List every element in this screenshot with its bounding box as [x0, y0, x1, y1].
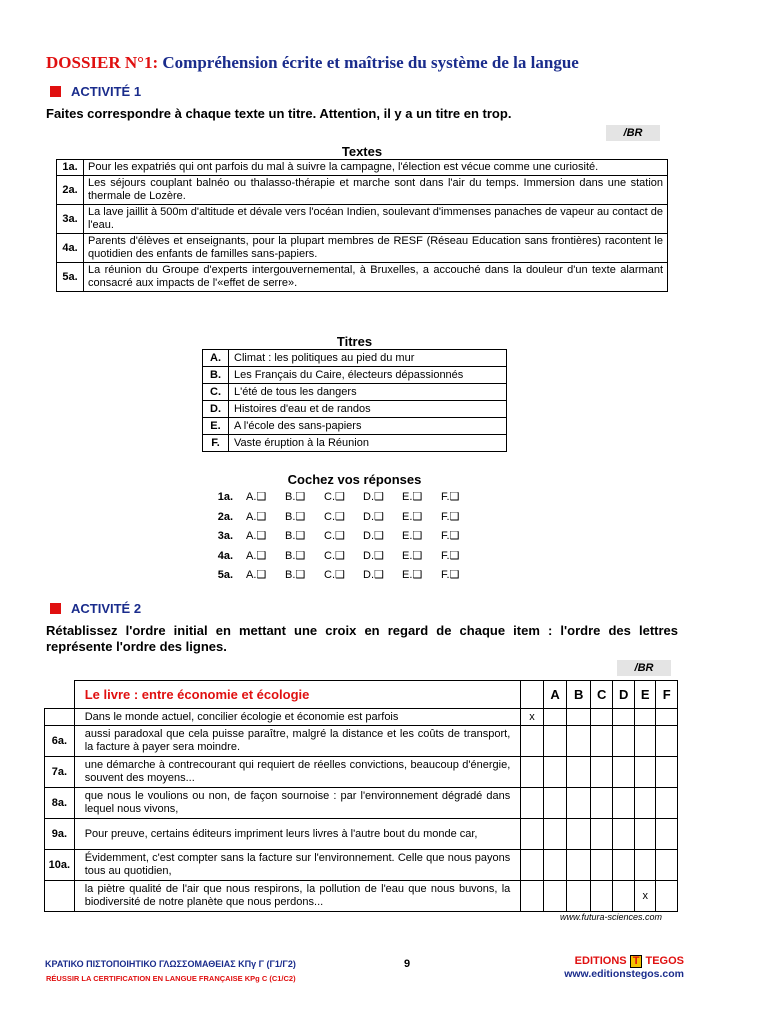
order-cross-mark[interactable]: x	[634, 881, 656, 912]
order-check-cell[interactable]	[613, 726, 635, 757]
order-check-cell[interactable]	[590, 819, 613, 850]
order-check-cell[interactable]	[634, 757, 656, 788]
source-credit: www.futura-sciences.com	[560, 912, 663, 922]
answer-checkbox[interactable]: F.❑	[441, 549, 460, 562]
order-check-cell[interactable]	[590, 709, 613, 726]
texte-content: Les séjours couplant balnéo ou thalasso-thérapie et marche sont dans l'air du temps. Immersion dans une station thermale de Lozère.	[84, 176, 668, 205]
publisher-website: www.editionstegos.com	[564, 968, 684, 980]
titres-caption: Titres	[336, 334, 373, 349]
texte-number: 2a.	[57, 176, 84, 205]
answer-checkbox[interactable]: D.❑	[363, 491, 384, 503]
titres-table	[202, 349, 507, 452]
order-row-number: 8a.	[45, 788, 75, 819]
order-row-number: 9a.	[45, 819, 75, 850]
order-letter-header: D	[613, 681, 635, 709]
texte-number: 1a.	[57, 160, 84, 176]
answer-checkbox[interactable]: C.❑	[324, 491, 345, 503]
texte-content: La lave jaillit à 500m d'altitude et dévale vers l'océan Indien, soulevant d'immenses panaches de vapeur au contact de l'eau.	[84, 205, 668, 234]
answer-checkbox[interactable]: B.❑	[285, 569, 306, 581]
order-check-cell[interactable]	[656, 757, 678, 788]
order-check-cell[interactable]	[590, 881, 613, 912]
order-check-cell[interactable]	[613, 757, 635, 788]
answer-checkbox[interactable]: F.❑	[441, 569, 460, 581]
answer-checkbox[interactable]: E.❑	[402, 549, 423, 562]
order-check-cell[interactable]	[613, 819, 635, 850]
answer-checkbox[interactable]: D.❑	[363, 569, 384, 581]
order-check-cell[interactable]	[590, 850, 613, 881]
order-check-cell[interactable]	[521, 757, 544, 788]
order-row-number: 7a.	[45, 757, 75, 788]
titre-row	[203, 367, 507, 384]
answer-checkbox[interactable]: A.❑	[246, 491, 267, 503]
order-check-cell[interactable]	[567, 709, 591, 726]
titre-letter: B.	[203, 367, 229, 384]
order-check-cell[interactable]	[590, 788, 613, 819]
order-check-cell[interactable]	[567, 757, 591, 788]
order-check-cell[interactable]	[656, 850, 678, 881]
order-row-text: Dans le monde actuel, concilier écologie et économie est parfois	[74, 709, 521, 726]
texte-number: 5a.	[57, 263, 84, 292]
order-check-cell[interactable]	[634, 726, 656, 757]
order-check-cell[interactable]	[543, 757, 567, 788]
order-row-text: la piètre qualité de l'air que nous respirons, la pollution de l'eau que nous buvons, la biodiversité de notre planète que nous perdons...	[74, 881, 521, 912]
order-check-cell[interactable]	[634, 788, 656, 819]
answer-checkbox[interactable]: F.❑	[441, 510, 460, 523]
order-cross-mark[interactable]: x	[521, 709, 544, 726]
titre-text: Histoires d'eau et de randos	[229, 401, 507, 418]
titre-text: Vaste éruption à la Réunion	[229, 435, 507, 452]
textes-table	[56, 159, 668, 292]
order-check-cell[interactable]	[543, 850, 567, 881]
answer-checkbox[interactable]: B.❑	[285, 510, 306, 523]
order-row	[45, 757, 678, 788]
texte-row	[57, 263, 668, 292]
texte-number: 3a.	[57, 205, 84, 234]
order-row-text: Pour preuve, certains éditeurs impriment leurs livres à l'autre bout du monde car,	[74, 819, 521, 850]
titre-letter: F.	[203, 435, 229, 452]
answer-checkbox[interactable]: B.❑	[285, 491, 306, 503]
titre-row	[203, 418, 507, 435]
order-letter-header: F	[656, 681, 678, 709]
order-check-cell[interactable]	[567, 788, 591, 819]
red-square-icon	[50, 86, 61, 97]
order-row	[45, 850, 678, 881]
titre-text: Les Français du Caire, électeurs dépassionnés	[229, 367, 507, 384]
order-check-cell[interactable]	[567, 881, 591, 912]
order-check-cell[interactable]	[656, 709, 678, 726]
order-row-text: aussi paradoxal que cela puisse paraître, malgré la distance et les coûts de transport, la facture à payer sera moindre.	[74, 726, 521, 757]
order-row-number	[45, 709, 75, 726]
answer-row	[201, 488, 480, 508]
page-number: 9	[404, 958, 411, 970]
answer-checkbox[interactable]: C.❑	[324, 569, 345, 581]
order-table	[44, 680, 678, 912]
texte-content: Pour les expatriés qui ont parfois du mal à suivre la campagne, l'élection est vécue comme une curiosité.	[84, 160, 668, 176]
texte-row	[57, 160, 668, 176]
order-check-cell[interactable]	[521, 881, 544, 912]
dossier-number: DOSSIER N°1:	[46, 53, 159, 72]
order-check-cell[interactable]	[543, 788, 567, 819]
order-check-cell[interactable]	[613, 788, 635, 819]
order-check-cell[interactable]	[543, 881, 567, 912]
activity-2-instruction: Rétablissez l'ordre initial en mettant une croix en regard de chaque item : l'ordre des lettres représente l'ordre des lignes.	[46, 623, 678, 654]
order-check-cell[interactable]	[634, 819, 656, 850]
order-row-number: 10a.	[45, 850, 75, 881]
activity-1-label: ACTIVITÉ 1	[50, 84, 141, 99]
texte-row	[57, 234, 668, 263]
order-check-cell[interactable]	[521, 850, 544, 881]
order-table-title: Le livre : entre économie et écologie	[74, 681, 521, 709]
order-check-cell[interactable]	[567, 819, 591, 850]
answers-grid	[201, 488, 480, 586]
answer-checkbox[interactable]: C.❑	[324, 549, 345, 562]
answer-checkbox[interactable]: E.❑	[402, 491, 423, 503]
answer-checkbox[interactable]: D.❑	[363, 549, 384, 562]
dossier-heading	[46, 53, 579, 73]
order-row-text: que nous le voulions ou non, de façon sournoise : par l'environnement dégradé dans lequel nous vivons,	[74, 788, 521, 819]
answer-checkbox[interactable]: D.❑	[363, 510, 384, 523]
order-check-cell[interactable]	[634, 850, 656, 881]
titre-row	[203, 350, 507, 367]
answer-row-label: 4a.	[217, 549, 233, 562]
answer-row-label: 3a.	[217, 530, 233, 542]
answer-checkbox[interactable]: E.❑	[402, 510, 423, 523]
texte-content: Parents d'élèves et enseignants, pour la plupart membres de RESF (Réseau Education sans frontières) racontent le quotidien des enfants de familles sans-papiers.	[84, 234, 668, 263]
answer-row-label: 2a.	[217, 510, 233, 523]
answer-checkbox[interactable]: E.❑	[402, 569, 423, 581]
order-check-cell[interactable]	[590, 726, 613, 757]
texte-number: 4a.	[57, 234, 84, 263]
titre-row	[203, 384, 507, 401]
activity-2-score-box: /BR	[617, 660, 671, 676]
answer-checkbox[interactable]: D.❑	[363, 530, 384, 542]
order-check-cell[interactable]	[656, 819, 678, 850]
order-row-text: une démarche à contrecourant qui requiert de réelles convictions, beaucoup d'énergie, souvent des moyens...	[74, 757, 521, 788]
answer-checkbox[interactable]: A.❑	[246, 530, 267, 542]
order-row	[45, 881, 678, 912]
order-check-cell[interactable]	[613, 850, 635, 881]
order-letter-header: B	[567, 681, 591, 709]
order-check-cell[interactable]	[613, 881, 635, 912]
order-check-cell[interactable]	[567, 850, 591, 881]
activity-1-instruction: Faites correspondre à chaque texte un titre. Attention, il y a un titre en trop.	[46, 106, 512, 121]
answer-checkbox[interactable]: A.❑	[246, 549, 267, 562]
order-row	[45, 726, 678, 757]
order-check-cell[interactable]	[521, 726, 544, 757]
order-letter-header: C	[590, 681, 613, 709]
order-header-row	[45, 681, 678, 709]
titre-text: L'été de tous les dangers	[229, 384, 507, 401]
answer-row	[201, 527, 480, 547]
order-row-text: Évidemment, c'est compter sans la facture sur l'environnement. Celle que nous payons tous au quotidien,	[74, 850, 521, 881]
order-check-cell[interactable]	[521, 788, 544, 819]
answer-row	[201, 547, 480, 567]
order-check-cell[interactable]	[543, 819, 567, 850]
footer-greek-title: ΚΡΑΤΙΚΟ ΠΙΣΤΟΠΟΙΗΤΙΚΟ ΓΛΩΣΣΟΜΑΘΕΙΑΣ ΚΠγ Γ (Γ1/Γ2)	[45, 959, 296, 969]
order-check-cell[interactable]	[634, 709, 656, 726]
titre-letter: D.	[203, 401, 229, 418]
order-check-cell[interactable]	[656, 788, 678, 819]
answer-row	[201, 566, 480, 586]
texte-content: La réunion du Groupe d'experts intergouvernemental, à Bruxelles, a accouché dans la douleur d'un texte alarmant consacré aux impacts de l'«effet de serre».	[84, 263, 668, 292]
answer-checkbox[interactable]: B.❑	[285, 549, 306, 562]
order-row	[45, 788, 678, 819]
answer-checkbox[interactable]: A.❑	[246, 510, 267, 523]
titre-text: A l'école des sans-papiers	[229, 418, 507, 435]
order-letter-header: A	[543, 681, 567, 709]
order-check-cell[interactable]	[613, 709, 635, 726]
publisher-logo: EDITIONS T TEGOS www.editionstegos.com	[540, 955, 684, 980]
answer-checkbox[interactable]: A.❑	[246, 569, 267, 581]
activity-2-label: ACTIVITÉ 2	[50, 601, 141, 616]
titre-letter: C.	[203, 384, 229, 401]
order-check-cell[interactable]	[656, 881, 678, 912]
titre-text: Climat : les politiques au pied du mur	[229, 350, 507, 367]
dossier-title: Compréhension écrite et maîtrise du système de la langue	[162, 53, 579, 72]
red-square-icon	[50, 603, 61, 614]
answers-caption: Cochez vos réponses	[287, 472, 422, 487]
answer-checkbox[interactable]: C.❑	[324, 510, 345, 523]
answer-checkbox[interactable]: F.❑	[441, 491, 460, 503]
textes-caption: Textes	[341, 144, 383, 159]
answer-row-label: 1a.	[217, 491, 233, 503]
answer-checkbox[interactable]: C.❑	[324, 530, 345, 542]
order-check-cell[interactable]	[543, 709, 567, 726]
answer-checkbox[interactable]: F.❑	[441, 530, 460, 542]
answer-row-label: 5a.	[217, 569, 233, 581]
order-check-cell[interactable]	[543, 726, 567, 757]
titre-row	[203, 401, 507, 418]
order-row	[45, 819, 678, 850]
order-check-cell[interactable]	[590, 757, 613, 788]
titre-letter: A.	[203, 350, 229, 367]
order-row-number: 6a.	[45, 726, 75, 757]
titre-letter: E.	[203, 418, 229, 435]
activity-1-score-box: /BR	[606, 125, 660, 141]
titre-row	[203, 435, 507, 452]
footer-french-title: RÉUSSIR LA CERTIFICATION EN LANGUE FRANÇAISE KPg C (C1/C2)	[46, 974, 296, 983]
order-check-cell[interactable]	[656, 726, 678, 757]
texte-row	[57, 205, 668, 234]
order-letter-header: E	[634, 681, 656, 709]
order-row	[45, 709, 678, 726]
texte-row	[57, 176, 668, 205]
t-logo-icon: T	[630, 955, 643, 968]
answer-checkbox[interactable]: E.❑	[402, 530, 423, 542]
answer-checkbox[interactable]: B.❑	[285, 530, 306, 542]
order-check-cell[interactable]	[567, 726, 591, 757]
order-check-cell[interactable]	[521, 819, 544, 850]
answer-row	[201, 508, 480, 528]
order-row-number	[45, 881, 75, 912]
